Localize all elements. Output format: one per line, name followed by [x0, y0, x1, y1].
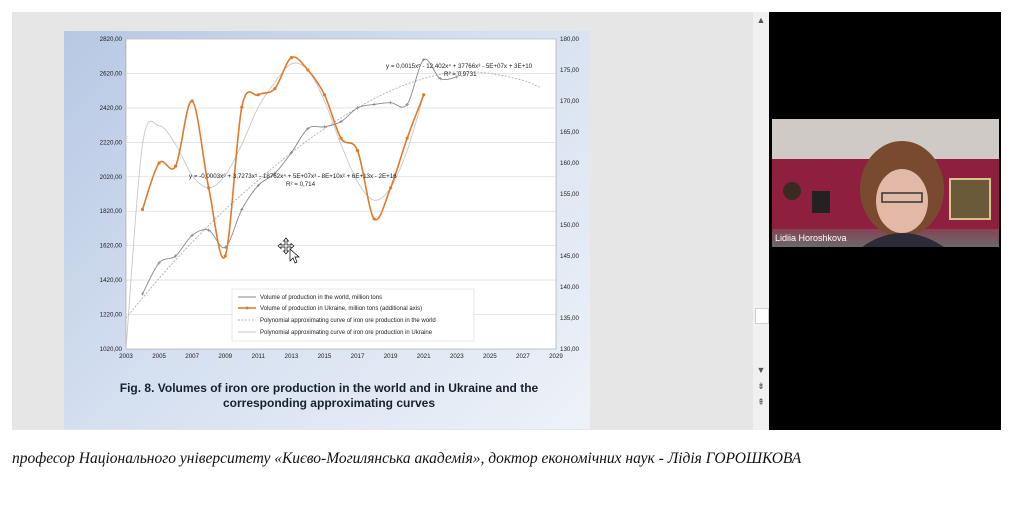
y-right-tick-label: 165,00 [560, 129, 579, 136]
ukraine-data-point [406, 137, 409, 140]
figure-caption: Fig. 8. Volumes of iron ore production in the world and in Ukraine and the corresponding approximating curves [119, 381, 539, 410]
x-tick-label: 2021 [416, 353, 431, 360]
shared-window [12, 12, 769, 430]
x-tick-label: 2029 [549, 353, 563, 360]
y-right-tick-label: 145,00 [560, 253, 579, 260]
y-left-tick-label: 2420,00 [99, 104, 122, 112]
participant-image [772, 119, 999, 247]
x-tick-label: 2019 [383, 353, 398, 360]
ukraine-data-point [257, 93, 260, 96]
ukraine-data-point [323, 93, 326, 96]
scroll-thumb[interactable] [755, 308, 769, 324]
y-right-tick-label: 175,00 [560, 67, 579, 74]
y-left-tick-label: 2220,00 [99, 139, 122, 147]
ukraine-data-point [273, 87, 276, 90]
y-left-tick-label: 1820,00 [99, 208, 122, 216]
ukraine-data-point [356, 149, 359, 152]
vertical-scrollbar[interactable] [753, 12, 769, 430]
y-right-tick-label: 150,00 [560, 222, 579, 229]
participant-name: Lidiia Horoshkova [775, 233, 847, 243]
ukraine-data-point [389, 186, 392, 189]
x-tick-label: 2005 [152, 353, 166, 360]
y-right-tick-label: 130,00 [560, 346, 579, 353]
ukraine-data-point [422, 93, 425, 96]
y-left-tick-label: 1020,00 [99, 346, 122, 353]
ukraine-data-point [306, 68, 309, 71]
x-tick-label: 2015 [317, 353, 332, 360]
y-right-tick-label: 140,00 [560, 284, 579, 291]
annotation-world-r2: R² = 0,9731 [444, 71, 477, 78]
y-right-tick-label: 135,00 [560, 315, 579, 322]
legend [232, 289, 474, 341]
ukraine-data-point [207, 186, 210, 189]
ukraine-data-point [339, 137, 342, 140]
ukraine-data-point [141, 208, 144, 211]
x-tick-label: 2023 [449, 353, 464, 360]
y-right-tick-label: 155,00 [560, 191, 579, 198]
legend-label-world: Volume of production in the world, million tons [260, 295, 383, 301]
video-panel [769, 12, 1001, 430]
next-page-button[interactable]: ⇟ [757, 381, 765, 391]
participant-video[interactable] [772, 119, 999, 247]
scroll-up-button[interactable]: ▲ [756, 15, 766, 25]
x-tick-label: 2007 [185, 353, 200, 360]
legend-label-world-trend: Polynomial approximating curve of iron ore production in the world [260, 318, 436, 324]
ukraine-data-point [157, 161, 160, 164]
legend-label-ukraine-trend: Polynomial approximating curve of iron ore production in Ukraine [260, 330, 433, 336]
annotation-ukraine-equation: y = -0,0003x⁶ + 3,7273x⁵ - 18762x⁴ + 5E+07x³ - 8E+10x² + 6E+13x - 2E+16 [189, 173, 397, 180]
annotation-ukraine-r2: R² = 0,714 [286, 181, 316, 188]
x-tick-label: 2003 [119, 353, 133, 360]
y-left-tick-label: 1220,00 [99, 311, 122, 319]
presentation-slide [64, 31, 590, 429]
x-tick-label: 2009 [218, 353, 233, 360]
ukraine-data-point [290, 56, 293, 59]
y-left-tick-label: 2020,00 [99, 173, 122, 181]
x-tick-label: 2025 [482, 353, 497, 360]
ukraine-data-point [191, 99, 194, 102]
y-left-tick-label: 1420,00 [99, 277, 122, 285]
scroll-down-button[interactable]: ▼ [756, 365, 766, 375]
legend-marker-ukraine [246, 307, 249, 310]
y-left-tick-label: 1620,00 [99, 242, 122, 250]
y-right-tick-label: 160,00 [560, 160, 579, 167]
x-tick-label: 2027 [516, 353, 530, 360]
x-tick-label: 2017 [350, 353, 365, 360]
iron-ore-chart [64, 31, 590, 376]
x-tick-label: 2011 [251, 353, 265, 360]
y-left-tick-label: 2620,00 [99, 70, 122, 78]
page-caption: професор Національного університету «Києво-Могилянська академія», доктор економічних наук - Лідія ГОРОШКОВА [12, 450, 802, 467]
ukraine-data-point [174, 165, 177, 168]
ukraine-data-point [224, 254, 227, 257]
y-left-tick-label: 2820,00 [99, 36, 122, 43]
x-tick-label: 2013 [284, 353, 299, 360]
legend-label-ukraine: Volume of production in Ukraine, million tons (additional axis) [260, 306, 423, 312]
ukraine-data-point [240, 106, 243, 109]
y-right-tick-label: 170,00 [560, 98, 579, 105]
prev-page-button[interactable]: ⇞ [757, 397, 765, 407]
annotation-world-equation: y = 0,0015x⁵ - 12,402x⁴ + 37766x³ - 5E+07x + 3E+10 [386, 63, 533, 70]
ukraine-data-point [372, 217, 375, 220]
y-right-tick-label: 180,00 [560, 36, 579, 43]
